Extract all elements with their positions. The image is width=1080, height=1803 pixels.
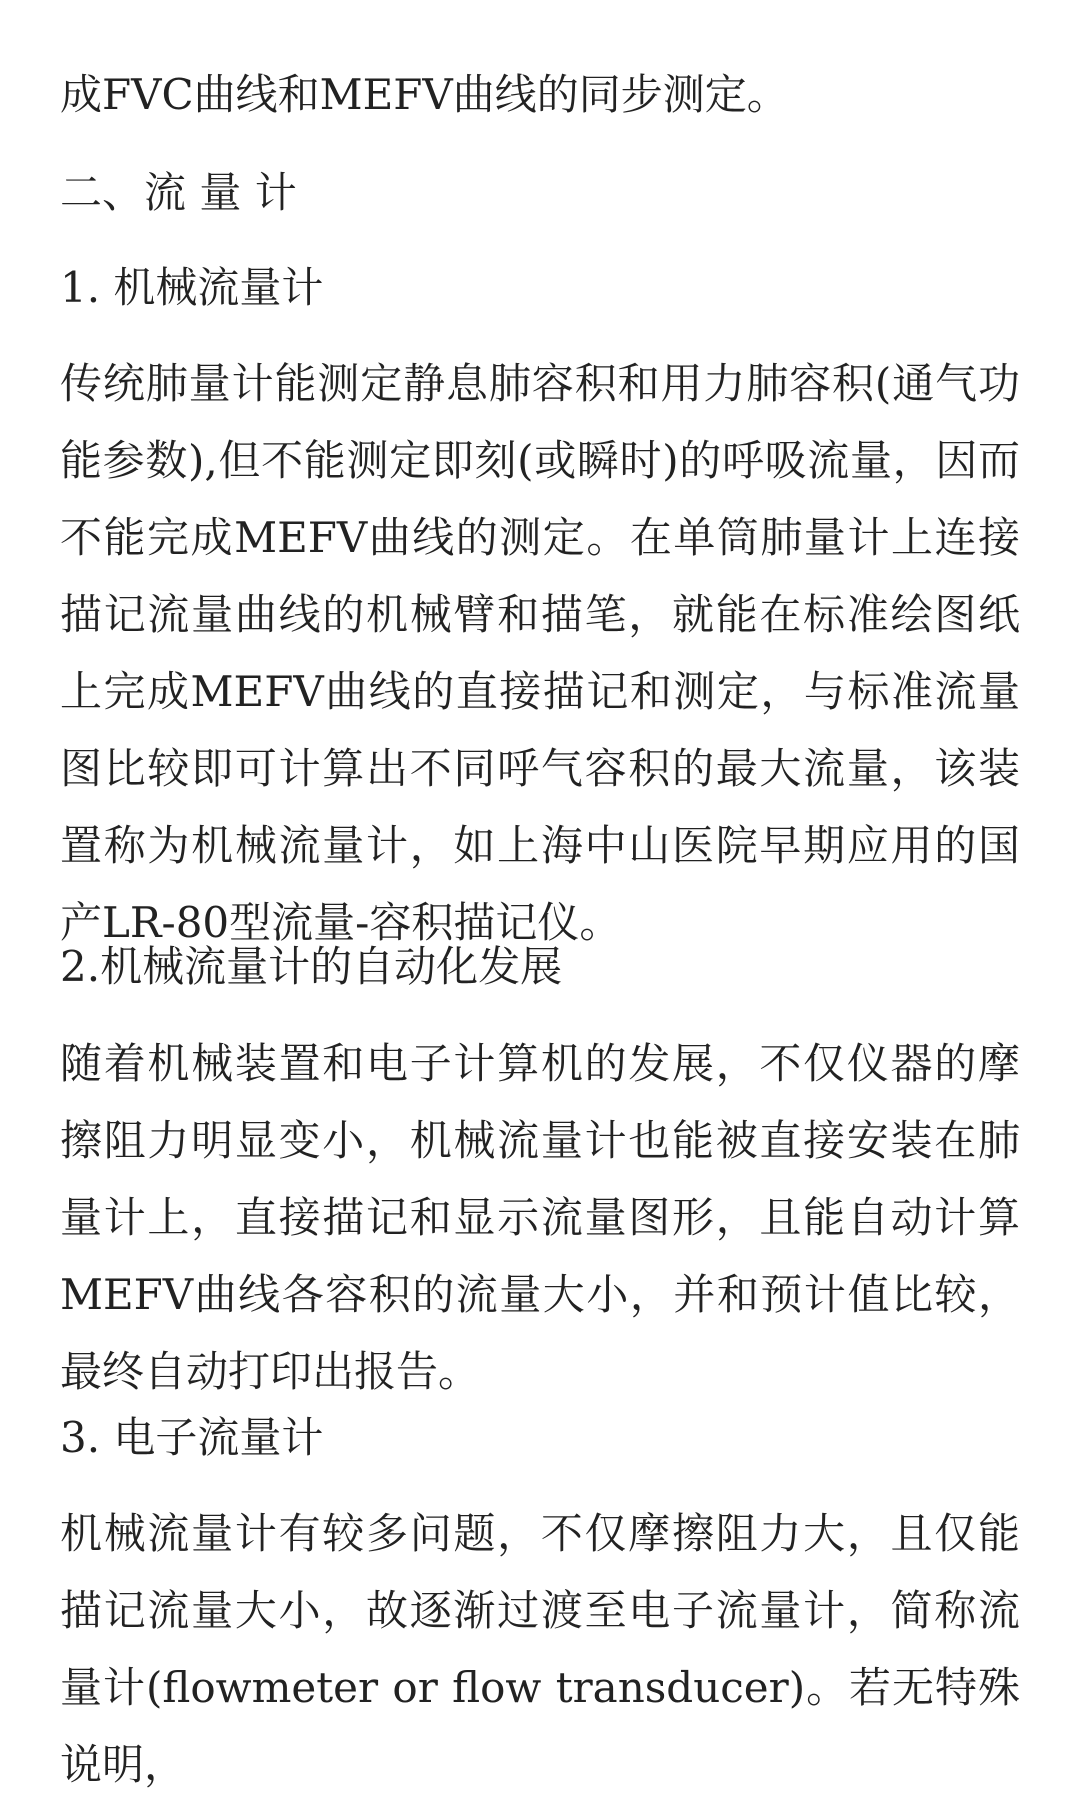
section-heading-flowmeter: 二、流 量 计 <box>60 168 297 217</box>
subheading-electronic-flowmeter: 3. 电子流量计 <box>60 1413 324 1462</box>
subheading-automation-development: 2.机械流量计的自动化发展 <box>60 942 563 991</box>
subheading-mechanical-flowmeter: 1. 机械流量计 <box>60 263 324 312</box>
paragraph-mechanical-flowmeter: 传统肺量计能测定静息肺容积和用力肺容积(通气功能参数),但不能测定即刻(或瞬时)的呼吸流量，因而不能完成MEFV曲线的测定。在单筒肺量计上连接描记流量曲线的机械臂和描笔，就能在标准绘图纸上完成MEFV曲线的直接描记和测定，与标准流量图比较即可计算出不同呼气容积的最大流量，该装置称为机械流量计，如上海中山医院早期应用的国产LR-80型流量-容积描记仪。 <box>60 359 1020 947</box>
paragraph-electronic-flowmeter: 机械流量计有较多问题，不仅摩擦阻力大，且仅能描记流量大小，故逐渐过渡至电子流量计，简称流量计(flowmeter or flow transducer)。若无特殊说明， <box>60 1509 1020 1789</box>
paragraph-automation-development: 随着机械装置和电子计算机的发展，不仅仪器的摩擦阻力明显变小，机械流量计也能被直接安装在肺量计上，直接描记和显示流量图形，且能自动计算MEFV曲线各容积的流量大小，并和预计值比较，最终自动打印出报告。 <box>60 1039 1020 1396</box>
paragraph-fvc-mefv-sync: 成FVC曲线和MEFV曲线的同步测定。 <box>60 70 789 119</box>
